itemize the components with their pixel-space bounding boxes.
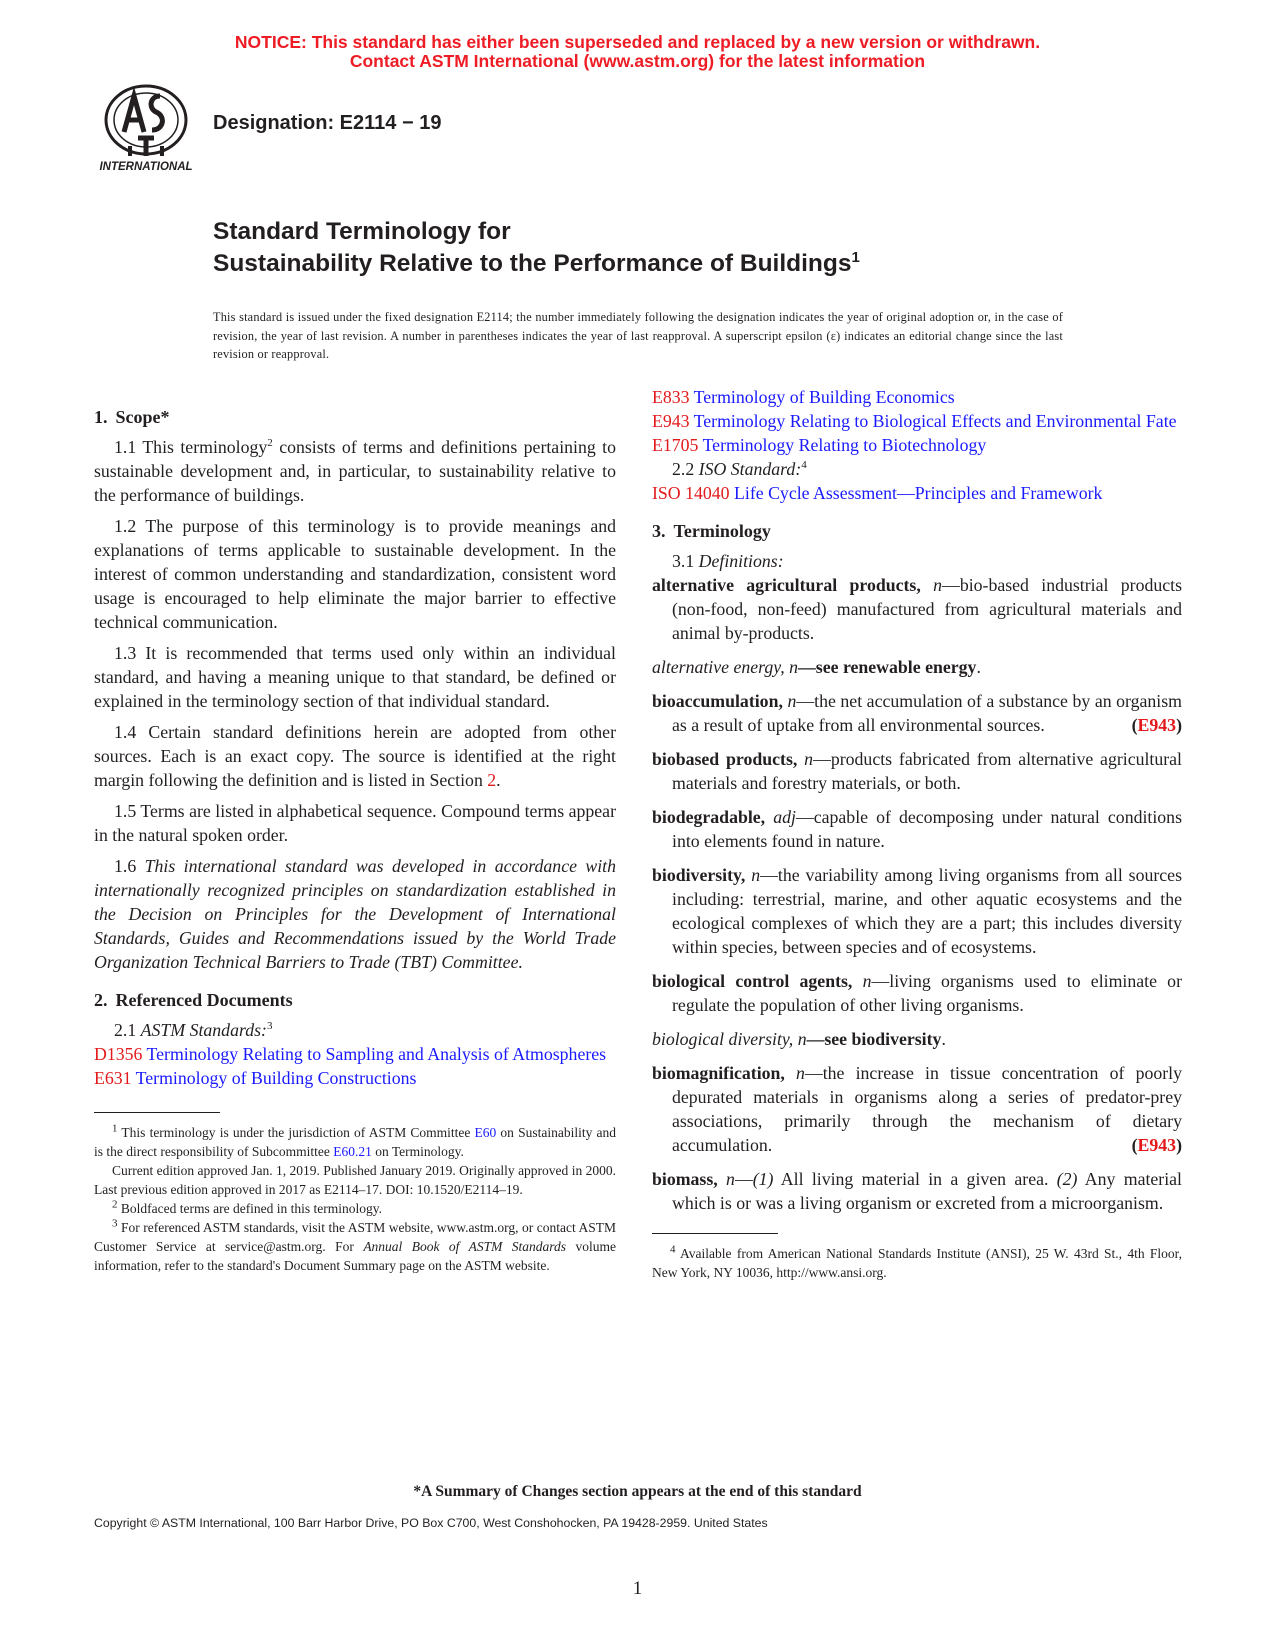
footnote-1: $^1$ This terminology is under the jurisdiction of ASTM Committee E60 on Sustainability and is the direct responsibility of Subcommittee E60.21 on Terminology. <box>94 1122 616 1159</box>
definitions-label: 3.1 Definitions: <box>672 551 784 571</box>
title-footnote-ref: 1 <box>851 248 860 266</box>
e60-21-link[interactable]: E60.21 <box>333 1144 372 1159</box>
page-title <box>213 216 860 280</box>
page-number: 1 <box>632 1578 643 1599</box>
title-line-1: Standard Terminology for <box>213 218 511 245</box>
intro-paragraph: This standard is issued under the fixed designation E2114; the number immediately following the designation indicates the year of original adoption or, in the case of revision, the year of last revision. A number in parentheses indicates the year of last reapproval. A superscript epsilon (ε) indicates an editorial change since the last revision or reapproval. <box>213 310 1063 361</box>
def-biodegradable: biodegradable, adj—capable of decomposing under natural conditions into elements found in nature. <box>652 807 1182 851</box>
notice-line-1: NOTICE: This standard has either been superseded and replaced by a new version or withdrawn. <box>234 32 1041 52</box>
para-1-4: 1.4 Certain standard definitions herein are adopted from other sources. Each is an exact copy. The source is identified at the right margin following the definition and is listed in Section 2. <box>94 722 616 790</box>
def-biological-control-agents: biological control agents, n—living organisms used to eliminate or regulate the population of other living organisms. <box>652 971 1182 1015</box>
para-1-1: 1.1 This terminology$^2$ consists of terms and definitions pertaining to sustainable development and, in particular, to sustainability relative to the performance of buildings. <box>94 437 616 505</box>
ref-e943[interactable]: E943 Terminology Relating to Biological Effects and Environmental Fate <box>652 411 1177 431</box>
logo-wordmark: INTERNATIONAL <box>99 161 193 173</box>
e60-link[interactable]: E60 <box>474 1125 497 1140</box>
right-column <box>652 385 1182 1282</box>
def-alternative-agricultural-products: alternative agricultural products, n—bio-based industrial products (non-food, non-feed) manufactured from agricultural materials and animal by-products. <box>652 575 1183 643</box>
source-e943-link[interactable]: E943 <box>1137 1135 1177 1155</box>
iso-standard-label: 2.2 ISO Standard:$^4$ <box>672 459 807 479</box>
see-biological-diversity: biological diversity, n—see biodiversity. <box>652 1029 946 1049</box>
source-e943-link[interactable]: E943 <box>1137 715 1177 735</box>
footnote-1-edition: Current edition approved Jan. 1, 2019. Published January 2019. Originally approved in 2000. Last previous edition approved in 2017 as E2114–17. DOI: 10.1520/E2114–19. <box>94 1163 616 1197</box>
notice-line-2: Contact ASTM International (www.astm.org) for the latest information <box>349 51 926 71</box>
astm-logo-icon <box>94 82 198 174</box>
section-heading-scope: 1. Scope* <box>94 407 170 427</box>
section-heading-referenced-documents: 2. Referenced Documents <box>94 990 293 1010</box>
ref-e631[interactable]: E631 Terminology of Building Constructions <box>94 1068 417 1088</box>
para-1-3: 1.3 It is recommended that terms used only within an individual standard, and having a meaning unique to that standard, be defined or explained in the terminology section of that individual standard. <box>94 643 616 711</box>
designation: Designation: E2114 − 19 <box>213 112 442 134</box>
footnote-3: $^3$ For referenced ASTM standards, visit the ASTM website, www.astm.org, or contact ASTM Customer Service at service@astm.org. For Annual Book of ASTM Standards volume information, refer to the standard's Document Summary page on the ASTM website. <box>94 1217 616 1273</box>
def-bioaccumulation: bioaccumulation, n—the net accumulation of a substance by an organism as a result of uptake from all environmental sources. (E943) <box>652 691 1183 735</box>
summary-of-changes-note: *A Summary of Changes section appears at the end of this standard <box>413 1483 862 1500</box>
ref-d1356[interactable]: D1356 Terminology Relating to Sampling and Analysis of Atmospheres <box>94 1044 607 1064</box>
footnote-4: $^4$ Available from American National Standards Institute (ANSI), 25 W. 43rd St., 4th Floor, New York, NY 10036, http://www.ansi.org. <box>652 1243 1182 1280</box>
astm-standards-label: 2.1 ASTM Standards:$^3$ <box>114 1020 273 1040</box>
ref-e1705[interactable]: E1705 Terminology Relating to Biotechnology <box>652 435 987 455</box>
astm-logo <box>94 82 198 174</box>
footnotes-right <box>652 1244 1182 1282</box>
left-column <box>94 405 616 1275</box>
para-1-5: 1.5 Terms are listed in alphabetical sequence. Compound terms appear in the natural spoken order. <box>94 801 616 845</box>
copyright: Copyright © ASTM International, 100 Barr Harbor Drive, PO Box C700, West Conshohocken, PA 19428-2959. United States <box>94 1516 768 1530</box>
footnote-2: $^2$ Boldfaced terms are defined in this terminology. <box>112 1198 383 1216</box>
para-1-6: 1.6 This international standard was developed in accordance with internationally recognized principles on standardization established in the Decision on Principles for the Development of International Standards, Guides and Recommendations issued by the World Trade Organization Technical Barriers to Trade (TBT) Committee. <box>94 856 617 972</box>
notice-banner <box>0 33 1275 71</box>
ref-e833[interactable]: E833 Terminology of Building Economics <box>652 387 955 407</box>
ref-iso-14040[interactable]: ISO 14040 Life Cycle Assessment—Principles and Framework <box>652 483 1103 503</box>
footnote-rule-right <box>652 1233 778 1234</box>
title-line-2: Sustainability Relative to the Performance of Buildings <box>213 250 852 277</box>
footnotes-left <box>94 1123 616 1275</box>
section-heading-terminology: 3. Terminology <box>652 521 771 541</box>
def-biodiversity: biodiversity, n—the variability among living organisms from all sources including: terrestrial, marine, and other aquatic ecosystems and the ecological complexes of which they are a part; this includes diversity within species, between species and of ecosystems. <box>652 865 1182 957</box>
para-1-2: 1.2 The purpose of this terminology is to provide meanings and explanations of terms applicable to sustainable development. In the interest of common understanding and standardization, consistent word usage is encouraged to help eliminate the major barrier to effective technical communication. <box>94 516 616 632</box>
def-biomass: biomass, n—(1) All living material in a given area. (2) Any material which is or was a living organism or excreted from a microorganism. <box>652 1169 1182 1213</box>
footnote-rule <box>94 1112 220 1113</box>
def-biobased-products: biobased products, n—products fabricated from alternative agricultural materials and forestry materials, or both. <box>652 749 1183 793</box>
section-2-link[interactable]: 2 <box>487 770 497 790</box>
see-alternative-energy: alternative energy, n—see renewable energy. <box>652 657 981 677</box>
def-biomagnification: biomagnification, n—the increase in tissue concentration of poorly depurated materials in organisms along a series of predator-prey associations, primarily through the mechanism of dietary accumulation. (E943) <box>652 1063 1182 1155</box>
